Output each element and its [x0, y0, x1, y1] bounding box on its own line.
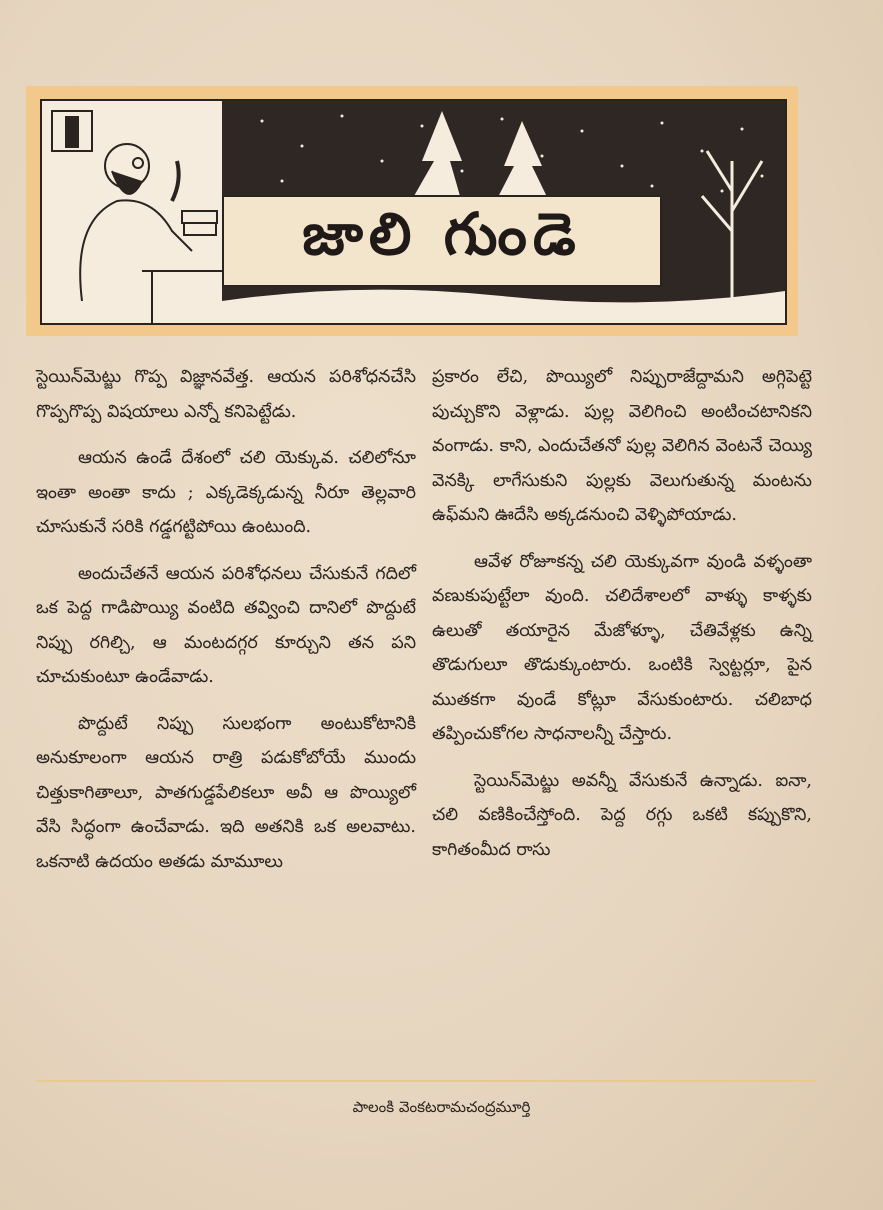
author-name: పాలంకి వెంకటరామచంద్రమూర్తి	[352, 1098, 531, 1116]
footer-divider	[36, 1080, 816, 1082]
story-title: జాలి గుండె	[302, 199, 582, 268]
paragraph: స్టెయిన్‌మెట్జు గొప్ప విజ్ఞానవేత్త. ఆయన పరిశోధనచేసి గొప్పగొప్ప విషయాలు ఎన్నో కనిపెట్టేడు.	[36, 367, 416, 422]
left-column	[36, 360, 416, 891]
paragraph: అందుచేతనే ఆయన పరిశోధనలు చేసుకునే గదిలో ఒక పెద్ద గాడిపొయ్యి వంటిది తవ్వించి దానిలో పొద్దుటే నిప్పు రగిల్చి, ఆ మంటదగ్గర కూర్చుని తన పని చూచుకుంటూ ఉండేవాడు.	[36, 563, 416, 687]
paragraph: పొద్దుటే నిప్పు సులభంగా అంటుకోటానికి అనుకూలంగా ఆయన రాత్రి పడుకోబోయే ముందు చిత్తుకాగితాలూ, పాతగుడ్డపేలికలూ అవీ ఆ పొయ్యిలో వేసి సిద్ధంగా ఉంచేవాడు. ఇది అతనికి ఒక అలవాటు. ఒకనాటి ఉదయం అతడు మామూలు	[36, 713, 416, 872]
paragraph: ప్రకారం లేచి, పొయ్యిలో నిప్పురాజేద్దామని అగ్గిపెట్టె పుచ్చుకొని వెళ్లాడు. పుల్ల వెలిగించి అంటించటానికని వంగాడు. కాని, ఎందుచేతనో పుల్ల వెలిగిన వెంటనే చెయ్యి వెనక్కి లాగేసుకుని పుల్లకు వెలుగుతున్న మంటను ఉఫ్‌మని ఊదేసి అక్కడనుంచి వెళ్ళిపోయాడు.	[432, 367, 812, 525]
right-column	[432, 360, 812, 879]
title-box	[222, 195, 662, 287]
paragraph: ఆవేళ రోజూకన్న చలి యెక్కువగా వుండి వళ్ళంతా వణుకుపుట్టేలా వుంది. చలిదేశాలలో వాళ్ళు కాళ్ళకు ఉలుతో తయారైన మేజోళ్ళూ, చేతివేళ్లకు ఉన్ని తొడుగులూ తొడుక్కుంటారు. ఒంటికి స్వెట్టర్లూ, పైన ముతకగా వుండే కోట్లూ వేసుకుంటారు. చలిబాధ తప్పించుకోగల సాధనాలన్నీ చేస్తారు.	[432, 551, 812, 744]
paragraph: స్టెయిన్‌మెట్జు అవన్నీ వేసుకునే ఉన్నాడు. ఐనా, చలి వణికించేస్తోంది. పెద్ద రగ్గు ఒకటి కప్పుకొని, కాగితంమీద రాసు	[432, 770, 812, 860]
paragraph: ఆయన ఉండే దేశంలో చలి యెక్కువ. చలిలోనూ ఇంతా అంతా కాదు ; ఎక్కడెక్కడున్న నీరూ తెల్లవారి చూసుకునే సరికి గడ్డగట్టిపోయి ఉంటుంది.	[36, 448, 416, 537]
